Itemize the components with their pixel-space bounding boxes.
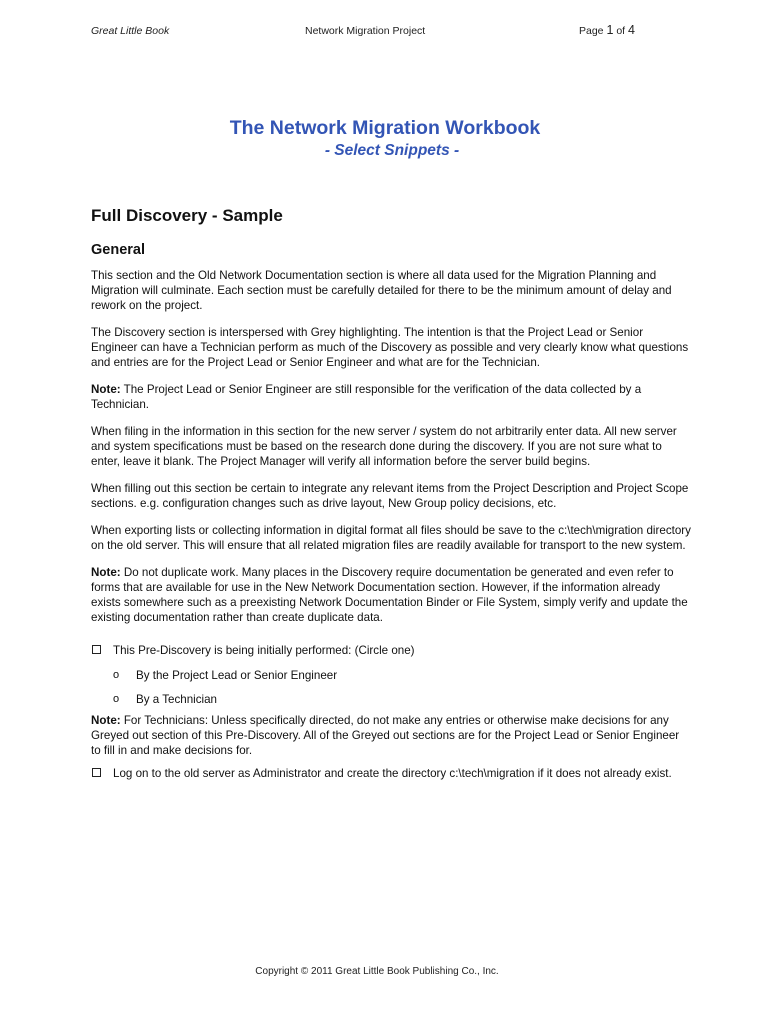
checkbox[interactable] (92, 768, 101, 777)
circle-bullet: o (113, 693, 120, 705)
page-current: 1 (606, 23, 614, 37)
checklist-item-logon (91, 766, 691, 781)
section-heading: Full Discovery - Sample (91, 206, 283, 225)
paragraph-4: When filing in the information in this section for the new server / system do not arbitrarily enter data. All new server and system specifications must be based on the research done during the discovery. If you are not sure what to enter, leave it blank. The Project Manager will verify all information before the server build begins. (91, 425, 677, 468)
paragraph-1: This section and the Old Network Documentation section is where all data used for the Migration Planning and Migration will culminate. Each section must be carefully detailed for there to be the minimum amount of delay and rework on the project. (91, 269, 672, 312)
note-text: For Technicians: Unless specifically directed, do not make any entries or otherwise make decisions for any Greyed out section of this Pre-Discovery. All of the Greyed out sections are for the Project Lead or Senior Engineer to fill in and make decisions for. (91, 714, 680, 757)
paragraph-3-note (91, 382, 691, 412)
option-technician (91, 692, 691, 707)
header-project-title: Network Migration Project (305, 25, 426, 37)
note-label: Note: (91, 714, 121, 727)
option-text: By a Technician (136, 693, 217, 706)
body-text (91, 268, 691, 789)
checklist-item-text: Log on to the old server as Administrator and create the directory c:\tech\migration if it does not already exist. (113, 767, 672, 780)
paragraph-5: When filling out this section be certain to integrate any relevant items from the Project Description and Project Scope sections. e.g. configuration changes such as drive layout, New Group policy decisions, etc. (91, 482, 689, 510)
technician-note (91, 713, 691, 758)
checklist-item-prediscovery (91, 643, 691, 658)
note-label: Note: (91, 383, 121, 396)
circle-bullet: o (113, 669, 120, 681)
note-text: The Project Lead or Senior Engineer are still responsible for the verification of the data collected by a Technician. (91, 383, 642, 411)
document-title: The Network Migration Workbook (229, 117, 541, 139)
paragraph-6: When exporting lists or collecting information in digital format all files should be save to the c:\tech\migration directory on the old server. This will ensure that all related migration files are readily available for transport to the new system. (91, 524, 691, 552)
header-page-number (579, 23, 635, 37)
page-label: Page (579, 25, 604, 37)
option-text: By the Project Lead or Senior Engineer (136, 669, 338, 682)
note-label: Note: (91, 566, 121, 579)
paragraph-2: The Discovery section is interspersed with Grey highlighting. The intention is that the Project Lead or Senior Engineer can have a Technician perform as much of the Discovery as possible and very clearly know what questions and entries are for the Project Lead or Senior Engineer and what are for the Technician. (91, 326, 689, 369)
page-total: 4 (628, 23, 635, 37)
note-text: Do not duplicate work. Many places in the Discovery require documentation be generated and even refer to forms that are available for use in the New Network Documentation section. However, if the information already exists somewhere such as a preexisting Network Documentation Binder or File System, simply verify and update the existing documentation rather than create duplicate data. (91, 566, 688, 624)
header-book-title: Great Little Book (91, 25, 170, 37)
option-project-lead (91, 668, 691, 683)
checkbox[interactable] (92, 645, 101, 654)
document-subtitle: - Select Snippets - (324, 142, 460, 159)
subsection-heading: General (91, 242, 145, 258)
checklist-item-text: This Pre-Discovery is being initially performed: (Circle one) (113, 644, 415, 657)
paragraph-7-note (91, 565, 691, 625)
footer-copyright: Copyright © 2011 Great Little Book Publishing Co., Inc. (255, 966, 499, 977)
page-of-label: of (616, 25, 626, 37)
